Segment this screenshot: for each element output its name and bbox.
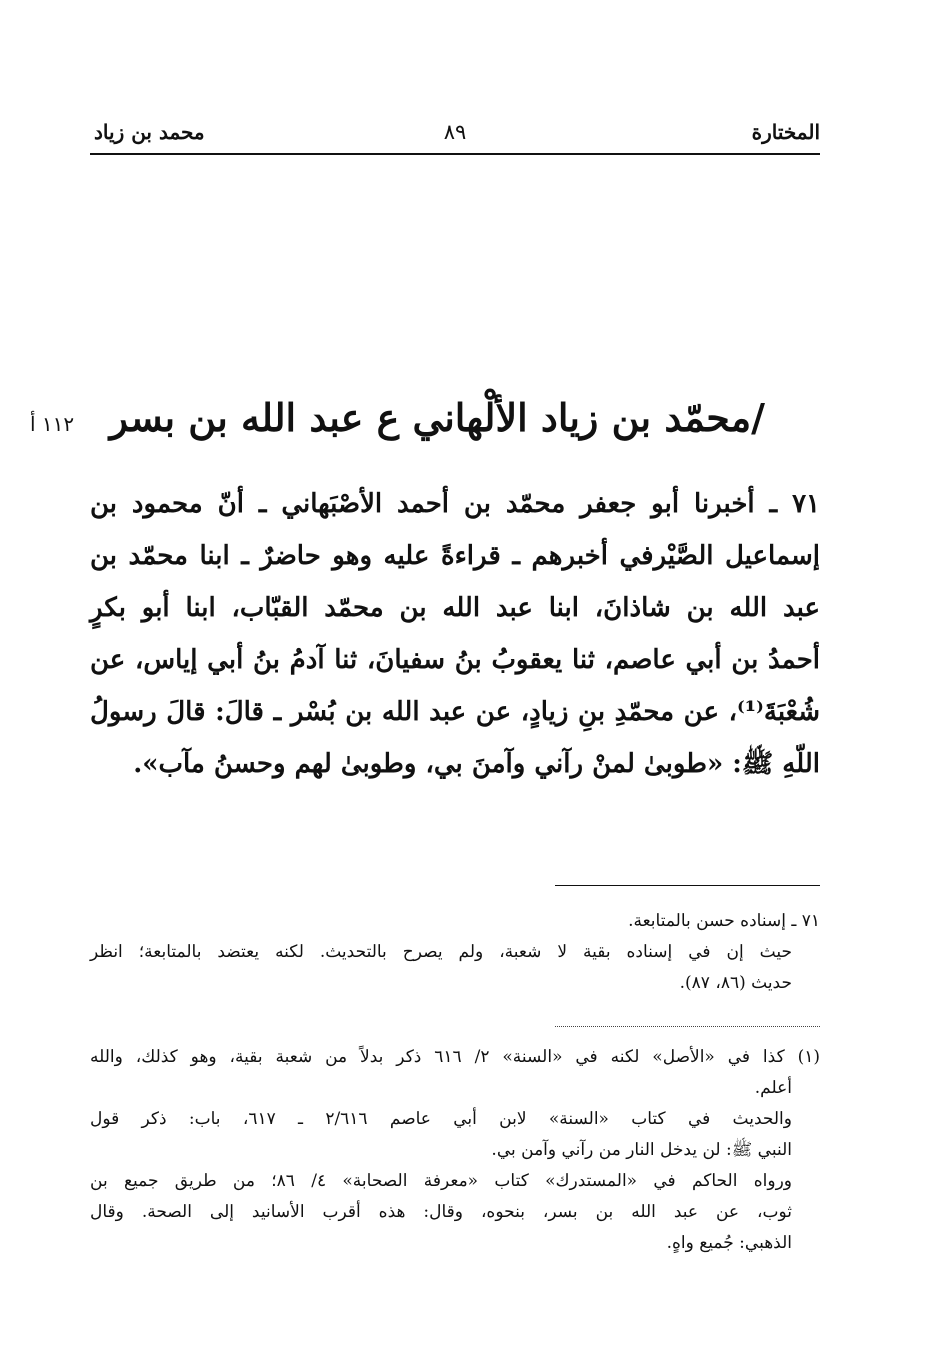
footnote-line: النبي ﷺ: لن يدخل النار من رآني وآمن بي. — [491, 1140, 792, 1160]
hadith-line: إسماعيل الصَّيْرفي أخبرهم ـ قراءةً عليه وهو حاضرٌ ـ ابنا محمّد بن — [90, 541, 820, 571]
hadith-line: عبد الله بن شاذانَ، ابنا عبد الله بن محمّد القبّاب، ابنا أبو بكرٍ — [90, 593, 820, 623]
footnote-isnad — [90, 906, 820, 999]
footnote-line: حديث (٨٦، ٨٧). — [679, 973, 792, 993]
footnote-line: ثوب، عن عبد الله بن بسر، بنحوه، وقال: هذه أقرب الأسانيد إلى الصحة. وقال — [90, 1202, 792, 1222]
book-title: المختارة — [751, 120, 820, 144]
hadith-line: شُعْبَةَ⁽¹⁾، عن محمّدِ بنِ زيادٍ، عن عبد الله بن بُسْر ـ قالَ: قالَ رسولُ — [90, 697, 820, 727]
hadith-line: ٧١ ـ أخبرنا أبو جعفر محمّد بن أحمد الأصْبَهاني ـ أنّ محمود بن — [90, 489, 820, 519]
hadith-line: أحمدُ بن أبي عاصم، ثنا يعقوبُ بنُ سفيانَ، ثنا آدمُ بنُ أبي إياس، عن — [90, 645, 820, 675]
footnote-divider — [555, 885, 820, 886]
footnote-one — [90, 1042, 820, 1259]
footnote-line: ٧١ ـ إسناده حسن بالمتابعة. — [628, 911, 820, 931]
footnote-line: ورواه الحاكم في «المستدرك» كتاب «معرفة الصحابة» ٤/ ٨٦؛ من طريق جميع بن — [90, 1171, 792, 1191]
header-divider — [90, 153, 820, 155]
footnote-line: حيث إن في إسناده بقية لا شعبة، ولم يصرح بالتحديث. لكنه يعتضد بالمتابعة؛ انظر — [90, 942, 792, 962]
footnote-dotted-divider — [555, 1026, 820, 1027]
running-header — [90, 118, 820, 154]
footnote-line: أعلم. — [754, 1078, 792, 1098]
hadith-line: اللّهِ ﷺ: «طوبىٰ لمنْ رآني وآمنَ بي، وطوبىٰ لهم وحسنُ مآب». — [133, 749, 820, 779]
section-title: محمد بن زياد — [94, 120, 205, 144]
footnote-line: (١) كذا في «الأصل» لكنه في «السنة» ٢/ ٦١٦ ذكر بدلاً من شعبة بقية، وهو كذلك، والله — [90, 1047, 820, 1067]
chapter-title: /محمّد بن زياد الألْهاني ع عبد الله بن بسر — [109, 395, 765, 440]
hadith-text — [90, 478, 820, 790]
manuscript-folio-ref: ١١٢ أ — [30, 412, 75, 436]
footnote-line: الذهبي: جُميع واهٍ. — [666, 1233, 792, 1253]
page-number: ٨٩ — [443, 120, 467, 144]
footnote-line: والحديث في كتاب «السنة» لابن أبي عاصم ٢/٦١٦ ـ ٦١٧، باب: ذكر قول — [90, 1109, 792, 1129]
